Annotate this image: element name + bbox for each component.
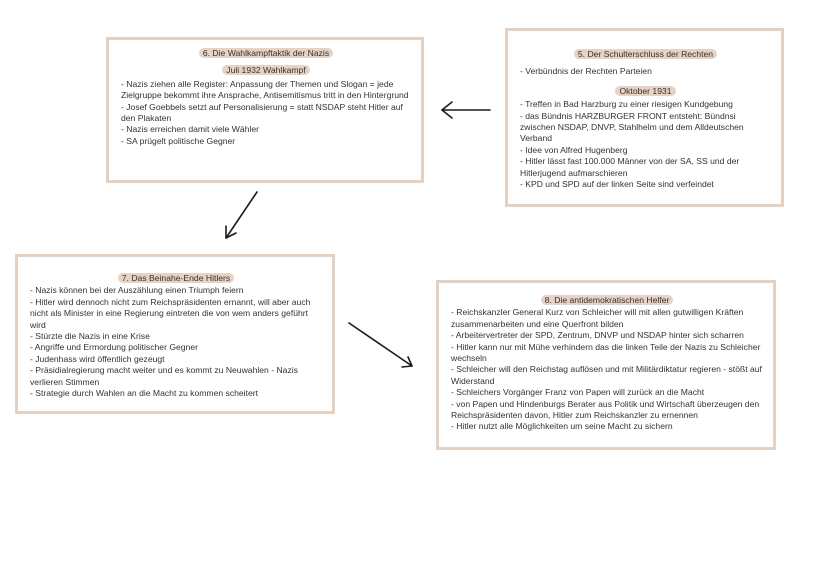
box-6-line: - Josef Goebbels setzt auf Personalisierung = statt NSDAP steht Hitler auf den Plakaten	[121, 101, 403, 124]
box-8-line: - Hitler kann nur mit Mühe verhindern das die linken Teile der Nazis zu Schleicher wechseln	[451, 341, 761, 364]
box-5-subtitle: Oktober 1931	[615, 86, 675, 96]
box-6-line: - Nazis ziehen alle Register: Anpassung der Themen und Slogan = jede Zielgruppe bekommt ihre Ansprache, Antisemitismus tritt in den Hintergrund	[121, 78, 409, 101]
box-7-line: - Stürzte die Nazis in eine Krise	[30, 331, 150, 342]
box-5-line: - das Bündnis HARZBURGER FRONT entsteht: Bündnsi zwischen NSDAP, DNVP, Stahlhelm und dem Alldeutschen Verband	[520, 110, 744, 144]
box-5-intro: - Verbündnis der Rechten Parteien	[520, 66, 652, 77]
box-5-line: - Hitler lässt fast 100.000 Männer von der SA, SS und der Hitlerjugend aufmarschieren	[520, 156, 740, 178]
box-8-line: - Schleicher will den Reichstag auflösen und mit Militärdiktatur regieren - stößt auf Widerstand	[451, 364, 762, 386]
arrow-7-to-8	[349, 323, 412, 367]
box-5-line: - KPD und SPD auf der linken Seite sind verfeindet	[520, 179, 714, 190]
box-6-title: 6. Die Wahlkampftaktik der Nazis	[199, 48, 333, 58]
box-8-line: - Schleichers Vorgänger Franz von Papen will zurück an die Macht	[451, 387, 705, 398]
box-8-line: - Hitler nutzt alle Möglichkeiten um seine Macht zu sichern	[451, 421, 673, 432]
box-7-line: - Hitler wird dennoch nicht zum Reichspräsidenten ernannt, will aber auch nicht als Minister in eine Regierung eintreten die von wem anders geführt wird	[30, 296, 311, 330]
box-8-title: 8. Die antidemokratischen Helfer	[541, 295, 674, 305]
box-6-line: - Nazis erreichen damit viele Wähler	[121, 124, 260, 135]
arrow-5-to-6	[442, 102, 490, 118]
box-8-line: - von Papen und Hindenburgs Berater aus Politik und Wirtschaft überzeugen den Reichspräsidenten davon, Hitler zum Reichskanzler zu ernennen	[451, 398, 760, 421]
box-7-line: - Präsidialregierung macht weiter und es kommt zu Neuwahlen - Nazis verlieren Stimmen	[30, 365, 298, 387]
box-5-line: - Treffen in Bad Harzburg zu einer riesigen Kundgebung	[520, 99, 733, 110]
box-7-line: - Judenhass wird öffentlich gezeugt	[30, 353, 165, 364]
box-7-line: - Angriffe und Ermordung politischer Gegner	[30, 342, 198, 353]
box-5-line: - Idee von Alfred Hugenberg	[520, 144, 628, 155]
box-7-title: 7. Das Beinahe-Ende Hitlers	[118, 273, 234, 283]
box-7-line: - Nazis können bei der Auszählung einen Triumph feiern	[30, 285, 244, 296]
box-8-line: - Reichskanzler General Kurz von Schleicher will mit allen gutwilligen Kräften zusammenarbeiten und eine Querfront bilden	[451, 307, 744, 329]
arrow-6-to-7	[226, 192, 257, 238]
box-8-line: - Arbeitervertreter der SPD, Zentrum, DNVP und NSDAP hinter sich scharren	[451, 330, 744, 341]
box-6-subtitle: Juli 1932 Wahlkampf	[222, 65, 309, 75]
box-7-line: - Strategie durch Wahlen an die Macht zu kommen scheitert	[30, 388, 258, 399]
box-5-title: 5. Der Schulterschluss der Rechten	[574, 49, 717, 59]
box-6-line: - SA prügelt politische Gegner	[121, 135, 236, 146]
